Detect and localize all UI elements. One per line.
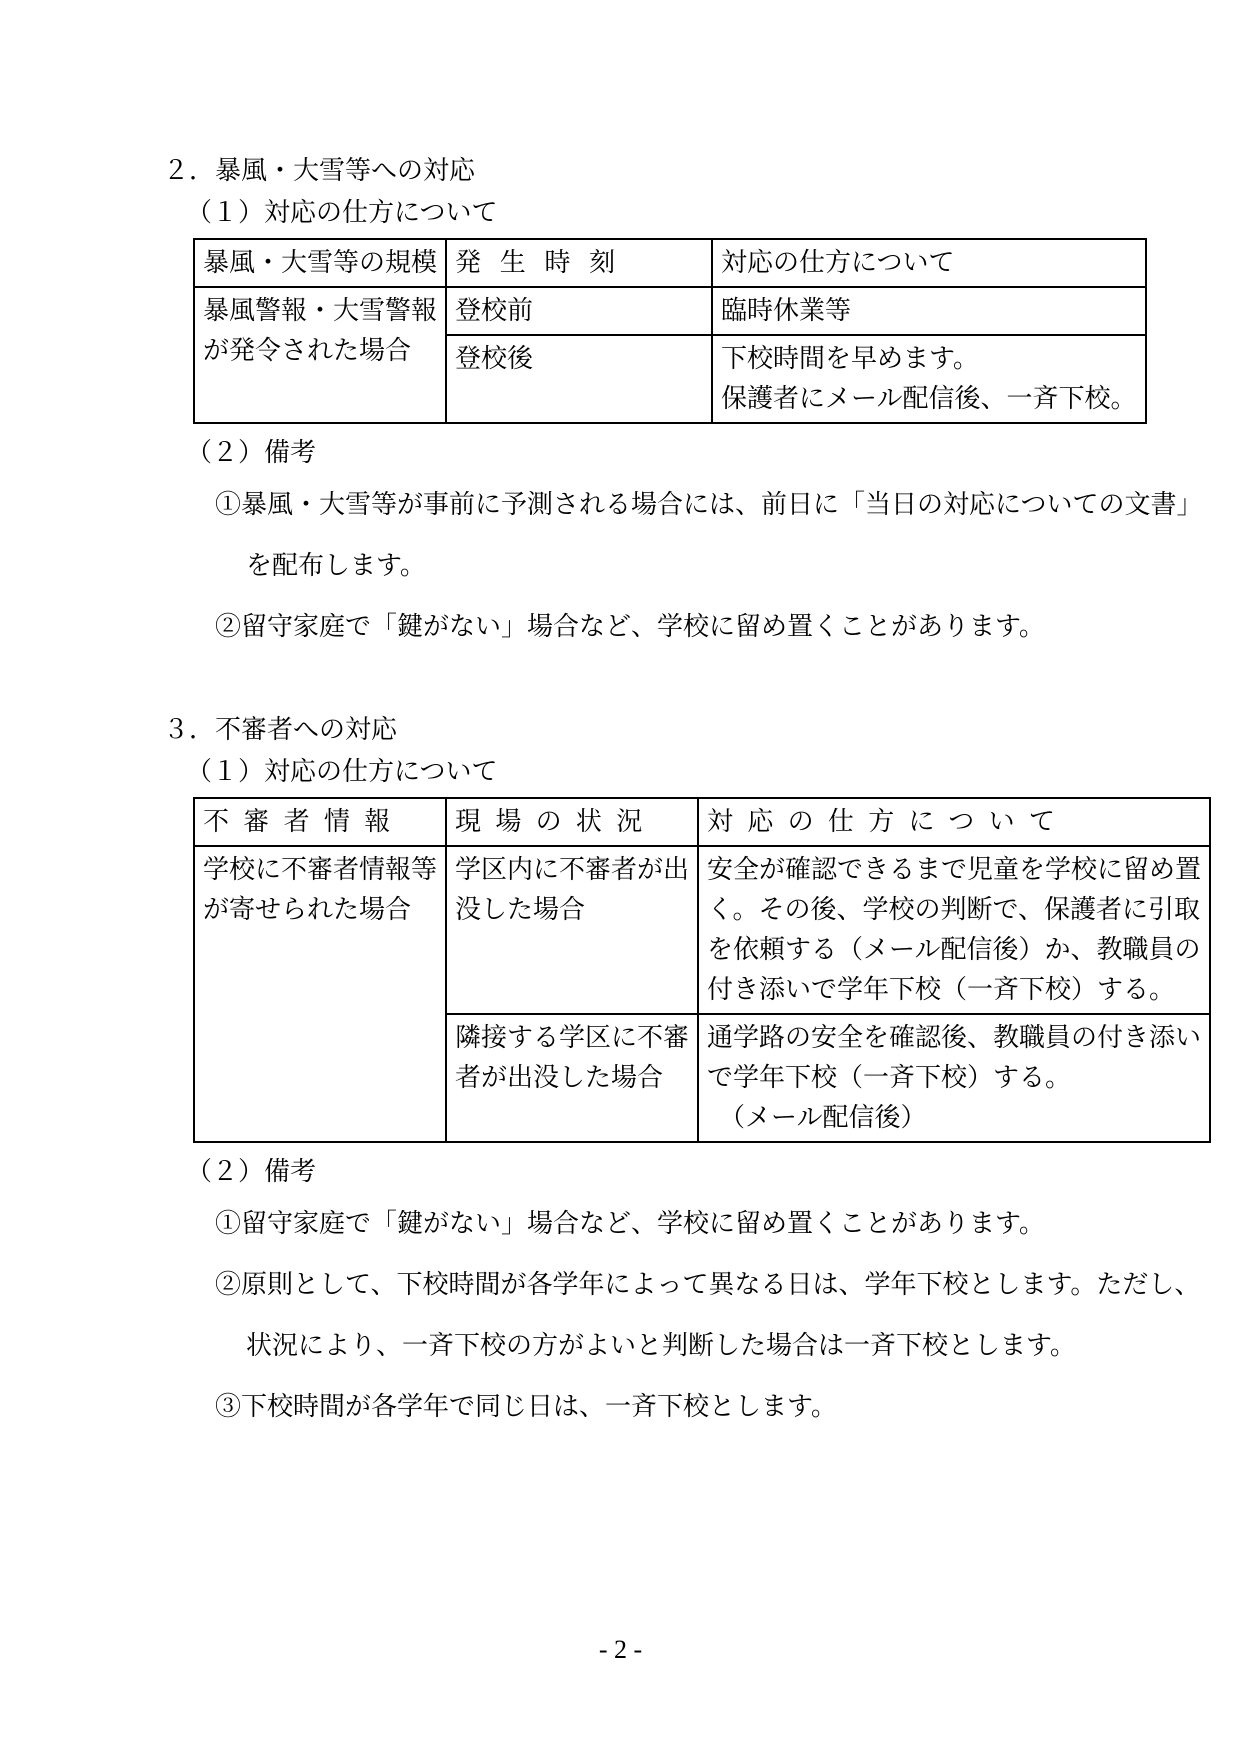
situation-line: 者が出没した場合 <box>455 1063 664 1092</box>
situation-line: 隣接する学区に不審 <box>455 1023 690 1052</box>
response-cell <box>712 287 1145 335</box>
response-line: 通学路の安全を確認後、教職員の付き添い <box>707 1023 1202 1052</box>
time-cell <box>446 287 712 335</box>
response-line: 保護者にメール配信後、一斉下校。 <box>721 384 1137 413</box>
response-line: 付き添いで学年下校（一斉下校）する。 <box>707 975 1176 1004</box>
time-cell <box>446 335 712 423</box>
intruder-section <box>163 709 1202 1437</box>
storm-section <box>163 150 1203 657</box>
situation-cell <box>446 1014 698 1142</box>
section-divider-space <box>163 657 1171 709</box>
table-row <box>194 846 1210 1014</box>
remark-line: ②留守家庭で「鍵がない」場合など、学校に留め置くことがあります。 <box>215 612 1045 641</box>
response-line: （メール配信後） <box>719 1103 927 1132</box>
storm-remarks <box>215 474 1203 657</box>
intruder-remarks-subheading: （２）備考 <box>186 1157 317 1186</box>
header-cell-time: 発生時刻 <box>446 239 712 287</box>
remark-line: 状況により、一斉下校の方がよいと判断した場合は一斉下校とします。 <box>246 1331 1076 1360</box>
response-cell <box>698 846 1210 1014</box>
scope-line: が寄せられた場合 <box>203 895 412 924</box>
response-cell <box>712 335 1145 423</box>
time-value: 登校前 <box>455 296 534 325</box>
header-cell-info: 不審者情報 <box>194 798 446 846</box>
situation-line: 没した場合 <box>455 895 586 924</box>
header-cell-scale: 暴風・大雪等の規模 <box>194 239 446 287</box>
situation-line: 学区内に不審者が出 <box>455 855 690 884</box>
intruder-section-heading: ３．不審者への対応 <box>163 715 398 744</box>
time-value: 登校後 <box>455 344 534 373</box>
remark-line: ①暴風・大雪等が事前に予測される場合には、前日に「当日の対応についての文書」 <box>215 490 1203 519</box>
intruder-response-table <box>193 797 1211 1143</box>
remark-line: を配布します。 <box>246 551 426 580</box>
intruder-response-subheading: （１）対応の仕方について <box>186 757 498 786</box>
header-cell-response: 対応の仕方について <box>712 239 1145 287</box>
table-header-row <box>194 239 1146 287</box>
response-line: で学年下校（一斉下校）する。 <box>707 1063 1072 1092</box>
intruder-remarks <box>215 1193 1201 1437</box>
remark-line: ③下校時間が各学年で同じ日は、一斉下校とします。 <box>215 1392 837 1421</box>
header-cell-response: 対応の仕方について <box>698 798 1210 846</box>
table-header-row <box>194 798 1210 846</box>
scope-cell <box>194 287 446 423</box>
response-line: 臨時休業等 <box>721 296 852 325</box>
response-line: 安全が確認できるまで児童を学校に留め置 <box>707 855 1202 884</box>
scope-line: 暴風警報・大雪警報 <box>203 296 438 325</box>
scope-line: 学校に不審者情報等 <box>203 855 438 884</box>
scope-cell <box>194 846 446 1142</box>
table-row <box>194 287 1146 335</box>
response-cell <box>698 1014 1210 1142</box>
header-cell-situation: 現場の状況 <box>446 798 698 846</box>
storm-remarks-subheading: （２）備考 <box>186 438 317 467</box>
response-line: を依頼する（メール配信後）か、教職員の <box>707 935 1201 964</box>
storm-response-subheading: （１）対応の仕方について <box>186 198 498 227</box>
scope-line: が発令された場合 <box>203 336 412 365</box>
storm-section-heading: ２．暴風・大雪等への対応 <box>163 156 476 185</box>
remark-line: ①留守家庭で「鍵がない」場合など、学校に留め置くことがあります。 <box>215 1209 1045 1238</box>
response-line: 下校時間を早めます。 <box>721 344 979 373</box>
situation-cell <box>446 846 698 1014</box>
storm-response-table <box>193 238 1147 424</box>
page-number: - 2 - <box>598 1635 643 1664</box>
remark-line: ②原則として、下校時間が各学年によって異なる日は、学年下校とします。ただし、 <box>215 1270 1201 1299</box>
response-line: く。その後、学校の判断で、保護者に引取 <box>707 895 1200 924</box>
